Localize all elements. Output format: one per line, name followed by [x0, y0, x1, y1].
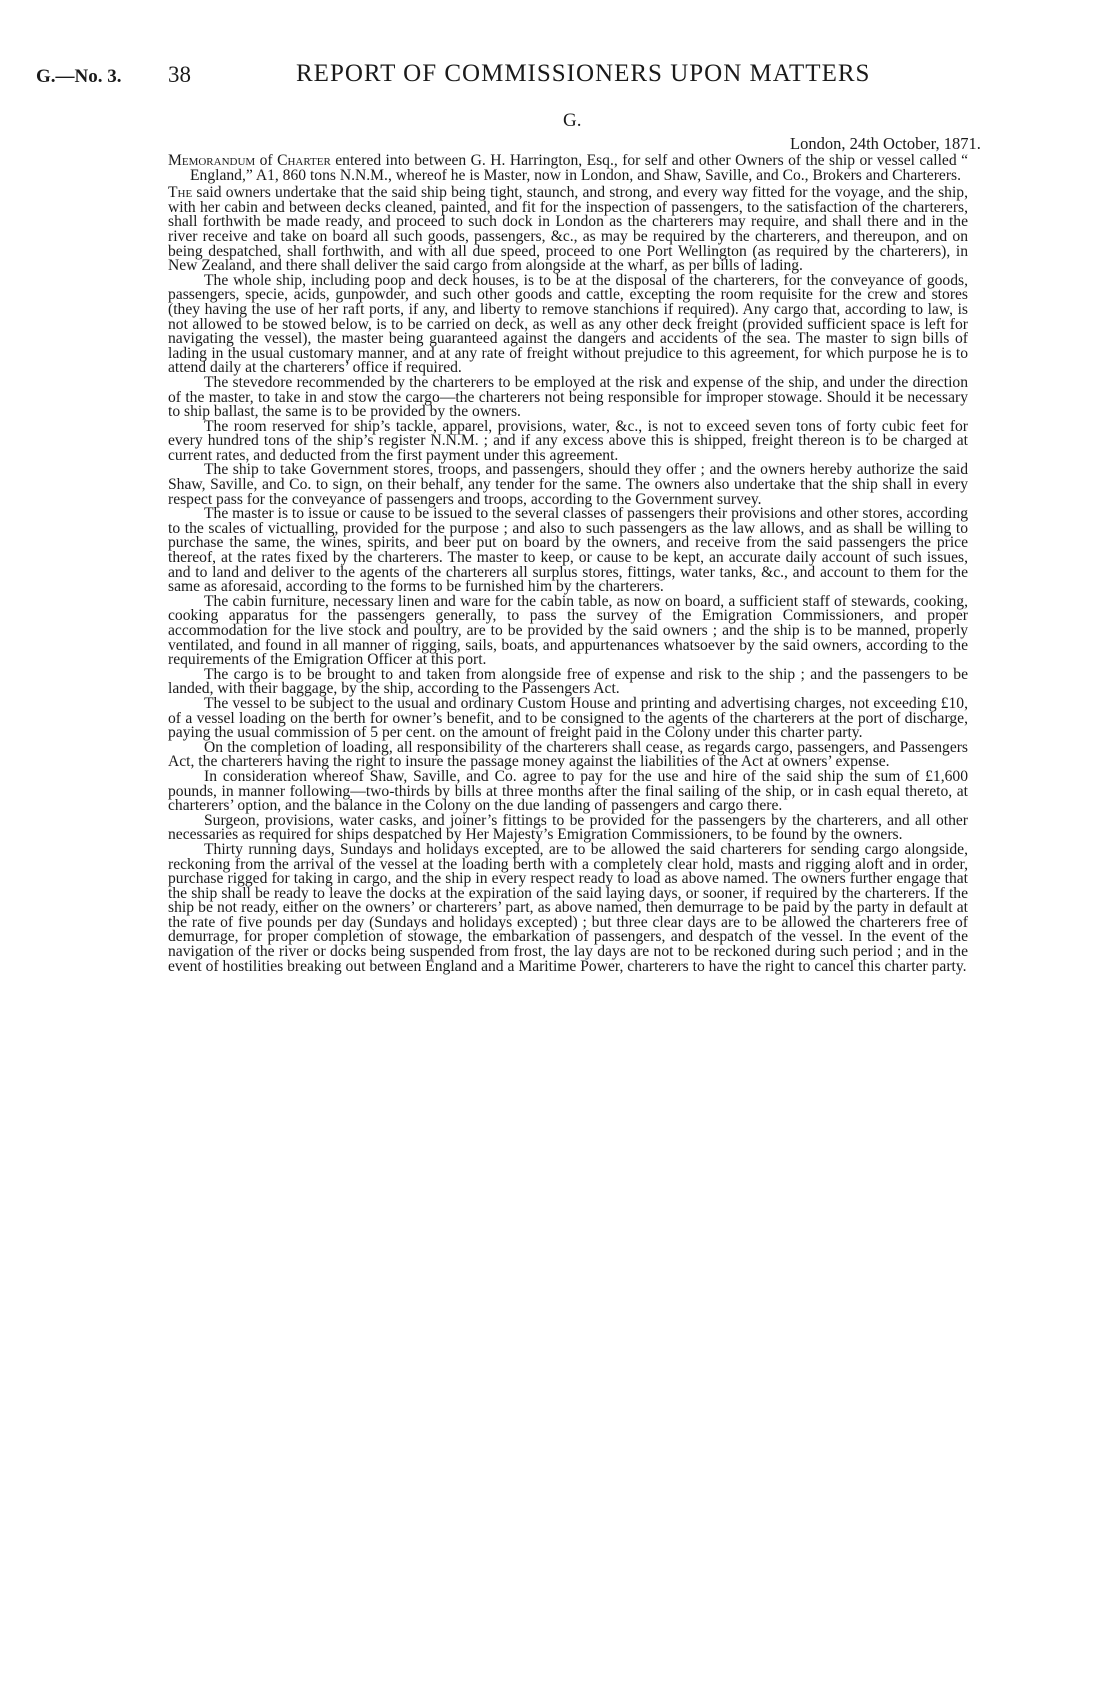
- paragraph-completion: On the completion of loading, all responsibility of the charterers shall cease, as regards cargo, passengers, and Passengers Act, the charterers having the right to insure the passage money against the liabilities of the Act at owners’ expense.: [168, 738, 968, 771]
- page-number: 38: [168, 62, 191, 87]
- section-letter: G.: [563, 110, 582, 131]
- paragraph-text: said owners undertake that the said ship being tight, staunch, and strong, and every way fitted for the voyage, and the ship, with her cabin and between decks cleaned, painted, and fit for the inspection of passengers, to the satisfaction of the charterers, shall forthwith be made ready, and proceed to such dock in London as the charterers may require, and shall there and in the river receive and take on board all such goods, passengers, &c., as may be required by the charterers, and thereupon, and on being despatched, shall forthwith, and with all due speed, proceed to one Port Wellington (as required by the charterers), in New Zealand, and there shall deliver the said cargo from alongside at the wharf, as per bills of lading.: [168, 184, 968, 275]
- paragraph-custom-house: The vessel to be subject to the usual and ordinary Custom House and printing and advertising charges, not exceeding £10, of a vessel loading on the berth for owner’s benefit, and to be consigned to the agents of the charterers at the port of discharge, paying the usual commission of 5 per cent. on the amount of freight paid in the Colony under this charter party.: [168, 694, 968, 742]
- paragraph-lead: The: [168, 184, 193, 202]
- page-header: [0, 58, 1114, 98]
- document-body: [168, 154, 968, 974]
- running-title: REPORT OF COMMISSIONERS UPON MATTERS: [296, 60, 871, 87]
- paragraph-surgeon: Surgeon, provisions, water casks, and joiner’s fittings to be provided for the passengers by the charterers, and all other necessaries as required for ships despatched by Her Majesty’s Emigration Commissioners, to be found by the owners.: [168, 811, 968, 844]
- memorandum-heading: [168, 154, 968, 183]
- dateline: London, 24th October, 1871.: [790, 134, 981, 153]
- memorandum-text: entered into between G. H. Harrington, Esq., for self and other Owners of the ship or vessel called “ England,” A1, 860 tons N.N.M., whereof he is Master, now in London, and Shaw, Saville, and Co., Brokers and Charterers.: [190, 152, 968, 184]
- paragraph-room-reserved: The room reserved for ship’s tackle, apparel, provisions, water, &c., is not to exceed seven tons of forty cubic feet for every hundred tons of the ship’s register N.N.M. ; and if any excess above this is shipped, freight thereon is to be charged at current rates, and deducted from the first payment under this agreement.: [168, 417, 968, 464]
- paragraph-provisions: The master is to issue or cause to be issued to the several classes of passengers their provisions and other stores, according to the scales of victualling, provided for the purpose ; and also to such passengers as the law allows, and as shall be willing to purchase the same, the wines, spirits, and beer put on board by the owners, and receive from the said passengers the price thereof, at the rates fixed by the charterers. The master to keep, or cause to be kept, an accurate daily account of such issues, and to land and deliver to the agents of the charterers all surplus stores, fittings, water tanks, &c., and account to them for the same as aforesaid, according to the forms to be furnished him by the charterers.: [168, 505, 968, 596]
- document-reference: G.—No. 3.: [36, 66, 122, 87]
- paragraph-owners-undertake: [168, 186, 968, 274]
- paragraph-consideration: In consideration whereof Shaw, Saville, and Co. agree to pay for the use and hire of the said ship the sum of £1,600 pounds, in manner following—two-thirds by bills at three months after the final sailing of the ship, or in cash equal thereto, at charterers’ option, and the balance in the Colony on the due landing of passengers and cargo there.: [168, 767, 968, 815]
- memorandum-charter: Charter: [277, 152, 331, 169]
- memorandum-of: of: [255, 152, 278, 169]
- paragraph-running-days: Thirty running days, Sundays and holidays excepted, are to be allowed the said charterers for sending cargo alongside, reckoning from the arrival of the vessel at the loading berth with a completely clear hold, masts and rigging aloft and in order, purchase rigged for taking in cargo, and the ship in every respect ready to load as above named. The owners further engage that the ship shall be ready to leave the docks at the expiration of the said laying days, or sooner, if required by the charterers. If the ship be not ready, either on the owners’ or charterers’ part, as above named, then demurrage to be paid by the party in default at the rate of five pounds per day (Sundays and holidays excepted) ; but three clear days are to be allowed the charterers free of demurrage, for proper completion of stowage, the embarkation of passengers, and despatch of the vessel. In the event of the navigation of the river or docks being suspended from frost, the lay days are not to be reckoned during such period ; and in the event of hostilities breaking out between England and a Maritime Power, charterers to have the right to cancel this charter party.: [168, 840, 968, 975]
- paragraph-stevedore: The stevedore recommended by the charterers to be employed at the risk and expense of the ship, and under the direction of the master, to take in and stow the cargo—the charterers not being responsible for improper stowage. Should it be necessary to ship ballast, the same is to be provided by the owners.: [168, 373, 968, 421]
- paragraph-cabin-furniture: The cabin furniture, necessary linen and ware for the cabin table, as now on board, a sufficient staff of stewards, cooking, cooking apparatus for the passengers generally, to pass the survey of the Emigration Commissioners, and proper accommodation for the live stock and poultry, are to be provided by the said owners ; and the ship is to be manned, properly ventilated, and found in all manner of rigging, sails, boats, and appurtenances whatsoever by the said owners, according to the requirements of the Emigration Officer at this port.: [168, 592, 968, 669]
- memorandum-lead: Memorandum: [168, 152, 256, 169]
- paragraph-whole-ship: The whole ship, including poop and deck houses, is to be at the disposal of the charterers, for the conveyance of goods, passengers, specie, acids, gunpowder, and such other goods and cattle, excepting the room requisite for the crew and stores (they having the use of her raft ports, if any, and liberty to remove stanchions if required). Any cargo that, according to law, is not allowed to be stowed below, is to be carried on deck, as well as any other deck freight (provided sufficient space is left for navigating the vessel), the master being guaranteed against the dangers and accidents of the sea. The master to sign bills of lading in the usual customary manner, and at any rate of freight without prejudice to this agreement, for which purpose he is to attend daily at the charterers’ office if required.: [168, 271, 968, 377]
- paragraph-government-stores: The ship to take Government stores, troops, and passengers, should they offer ; and the owners hereby authorize the said Shaw, Saville, and Co. to sign, on their behalf, any tender for the same. The owners also undertake that the ship shall in every respect pass for the conveyance of passengers and troops, according to the Government survey.: [168, 461, 968, 508]
- paragraph-cargo-alongside: The cargo is to be brought to and taken from alongside free of expense and risk to the ship ; and the passengers to be landed, with their baggage, by the ship, according to the Passengers Act.: [168, 665, 968, 698]
